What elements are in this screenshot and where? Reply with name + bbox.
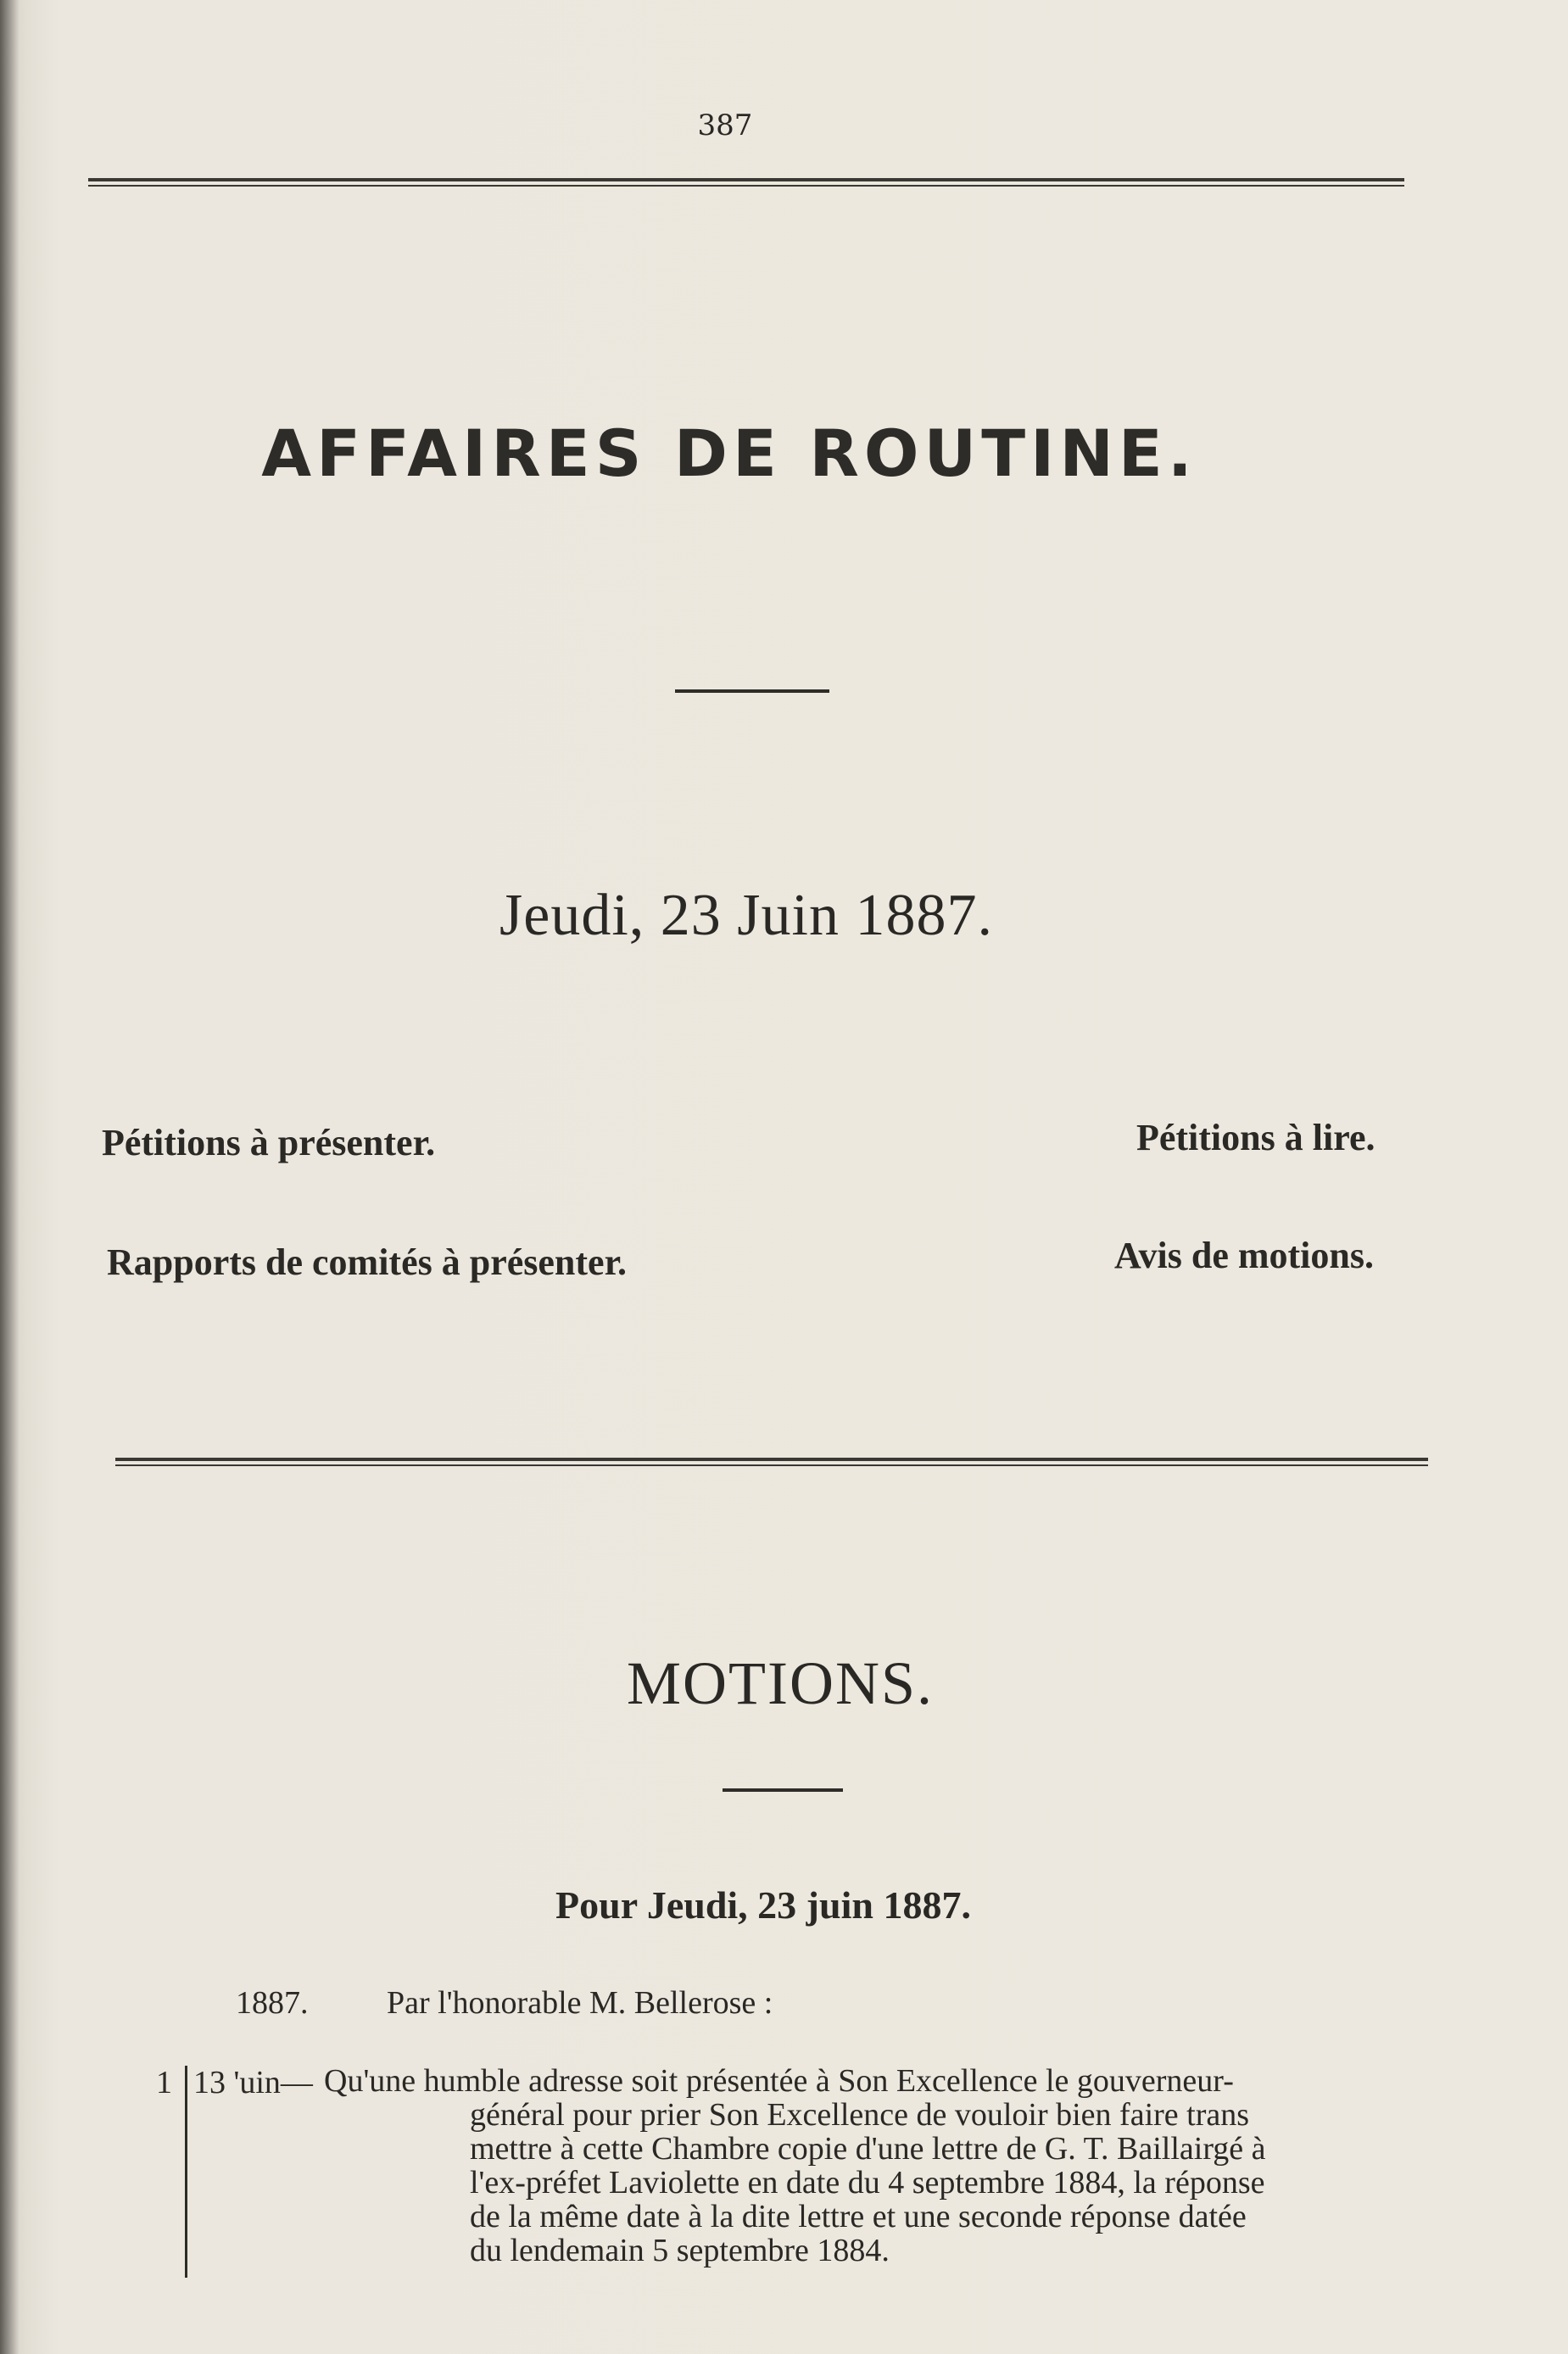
margin-bar <box>185 2066 187 2278</box>
routine-item-notices-of-motion: Avis de motions. <box>1114 1235 1374 1276</box>
date-heading: Jeudi, 23 Juin 1887. <box>499 883 993 948</box>
motions-divider <box>723 1788 843 1792</box>
title-divider <box>675 689 829 693</box>
motions-title: MOTIONS. <box>626 1649 934 1717</box>
routine-item-committee-reports: Rapports de comités à présenter. <box>107 1241 628 1283</box>
motion-text-line: de la même date à la dite lettre et une seconde réponse datée <box>470 2199 1247 2234</box>
motion-date: 13 'uin— <box>193 2065 313 2100</box>
section-title: AFFAIRES DE ROUTINE. <box>261 416 1197 491</box>
motion-number: 1 <box>156 2065 172 2100</box>
motion-year: 1887. <box>236 1985 309 2021</box>
motion-text-line: Qu'une humble adresse soit présentée à Son Excellence le gouverneur- <box>324 2063 1234 2099</box>
routine-item-petitions-read: Pétitions à lire. <box>1136 1117 1375 1158</box>
motion-text-line: général pour prier Son Excellence de vouloir bien faire trans <box>470 2097 1250 2133</box>
motion-text-line: du lendemain 5 septembre 1884. <box>470 2233 890 2268</box>
motions-subheading: Pour Jeudi, 23 juin 1887. <box>555 1883 971 1927</box>
motion-text <box>324 2064 1452 2268</box>
book-spine-shadow <box>0 0 19 2354</box>
motion-text-line: l'ex-préfet Laviolette en date du 4 septembre 1884, la réponse <box>470 2165 1265 2201</box>
page-number: 387 <box>697 109 753 142</box>
motion-mover: Par l'honorable M. Bellerose : <box>387 1985 773 2021</box>
routine-item-petitions-present: Pétitions à présenter. <box>102 1122 436 1163</box>
motion-text-line: mettre à cette Chambre copie d'une lettre de G. T. Baillairgé à <box>470 2131 1266 2167</box>
top-double-rule <box>88 178 1404 187</box>
middle-double-rule <box>115 1458 1428 1466</box>
